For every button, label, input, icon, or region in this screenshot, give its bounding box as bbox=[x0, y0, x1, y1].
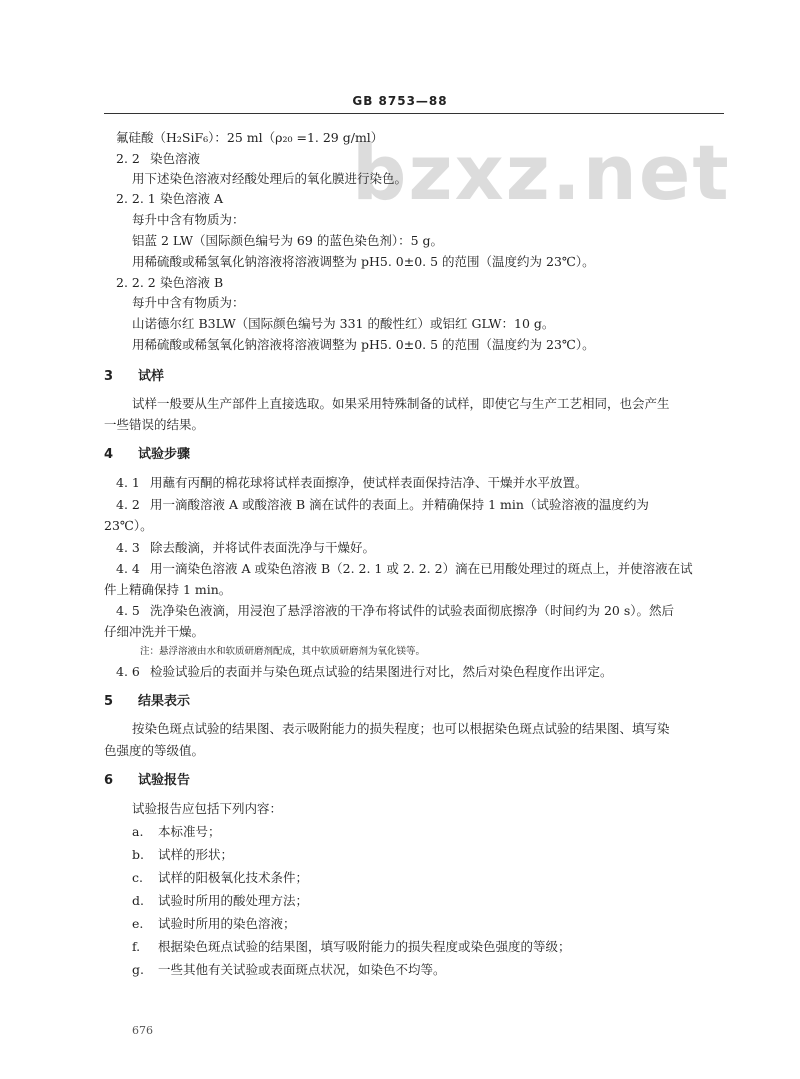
section-title: 试验报告 bbox=[138, 773, 191, 788]
section-number: 2. 2 bbox=[116, 151, 140, 166]
list-text: 本标准号； bbox=[158, 824, 221, 839]
section-number: 2. 2. 1 bbox=[116, 191, 156, 206]
step-text: 洗净染色液滴，用浸泡了悬浮溶液的干净布将试件的试验表面彻底擦净（时间约为 20 s）。然后 bbox=[150, 603, 675, 618]
list-text: 试验时所用的染色溶液； bbox=[158, 916, 296, 931]
page-number: 676 bbox=[132, 1024, 153, 1037]
list-text: 试验时所用的酸处理方法； bbox=[158, 893, 309, 908]
list-letter: c. bbox=[132, 870, 143, 885]
step-4-1 bbox=[116, 475, 588, 491]
watermark: bzxz.net bbox=[352, 128, 731, 217]
step-text: 检验试验后的表面并与染色斑点试验的结果图进行对比，然后对染色程度作出评定。 bbox=[150, 664, 613, 679]
list-letter: a. bbox=[132, 824, 144, 839]
paragraph: 试验报告应包括下列内容： bbox=[132, 801, 283, 816]
step-4-3 bbox=[116, 540, 375, 556]
reagent-line: 氟硅酸（H₂SiF₆）：25 ml（ρ₂₀ =1. 29 g/ml） bbox=[116, 130, 384, 145]
section-number: 6 bbox=[104, 773, 114, 788]
list-text: 试样的阳极氧化技术条件； bbox=[158, 870, 309, 885]
paragraph: 用稀硫酸或稀氢氧化钠溶液将溶液调整为 pH5. 0±0. 5 的范围（温度约为 23℃）。 bbox=[132, 337, 595, 352]
section-title: 染色溶液 B bbox=[160, 275, 224, 290]
step-number: 4. 3 bbox=[116, 540, 140, 555]
list-item bbox=[132, 824, 221, 840]
step-4-5-continued: 仔细冲洗并干燥。 bbox=[104, 624, 205, 639]
list-letter: f. bbox=[132, 939, 141, 954]
section-4-heading bbox=[104, 447, 190, 463]
paragraph: 按染色斑点试验的结果图、表示吸附能力的损失程度；也可以根据染色斑点试验的结果图、填写染 bbox=[132, 721, 670, 736]
list-item bbox=[132, 847, 233, 863]
paragraph: 试样一般要从生产部件上直接选取。如果采用特殊制备的试样，即使它与生产工艺相同，也会产生 bbox=[132, 396, 670, 411]
step-4-2-continued: 23℃）。 bbox=[104, 518, 153, 533]
step-number: 4. 5 bbox=[116, 603, 140, 618]
paragraph: 一些错误的结果。 bbox=[104, 417, 205, 432]
section-number: 5 bbox=[104, 694, 114, 709]
step-4-4 bbox=[116, 561, 693, 577]
list-text: 一些其他有关试验或表面斑点状况，如染色不均等。 bbox=[158, 962, 446, 977]
step-4-6 bbox=[116, 664, 613, 680]
step-number: 4. 1 bbox=[116, 475, 140, 490]
section-6-heading bbox=[104, 773, 190, 789]
section-2-2-heading bbox=[116, 151, 200, 167]
step-4-4-continued: 件上精确保持 1 min。 bbox=[104, 582, 232, 597]
paragraph: 色强度的等级值。 bbox=[104, 743, 205, 758]
list-item bbox=[132, 870, 308, 886]
step-text: 用蘸有丙酮的棉花球将试样表面擦净，使试样表面保持洁净、干燥并水平放置。 bbox=[150, 475, 588, 490]
step-number: 4. 6 bbox=[116, 664, 140, 679]
section-title: 试验步骤 bbox=[138, 447, 191, 462]
list-letter: d. bbox=[132, 893, 144, 908]
list-item bbox=[132, 962, 446, 978]
step-4-2 bbox=[116, 497, 649, 513]
section-title: 试样 bbox=[138, 369, 165, 384]
list-item bbox=[132, 916, 296, 932]
section-2-2-2-heading bbox=[116, 275, 223, 291]
section-number: 4 bbox=[104, 447, 114, 462]
section-title: 结果表示 bbox=[138, 694, 191, 709]
paragraph: 铝蓝 2 LW（国际颜色编号为 69 的蓝色染色剂）：5 g。 bbox=[132, 233, 443, 248]
step-text: 用一滴染色溶液 A 或染色溶液 B（2. 2. 1 或 2. 2. 2）滴在已用酸处理过的斑点上，并使溶液在试 bbox=[150, 561, 693, 576]
step-number: 4. 2 bbox=[116, 497, 140, 512]
list-letter: b. bbox=[132, 847, 144, 862]
list-letter: e. bbox=[132, 916, 144, 931]
section-5-heading bbox=[104, 694, 190, 710]
header-rule bbox=[104, 113, 724, 114]
paragraph: 每升中含有物质为： bbox=[132, 295, 245, 310]
section-number: 3 bbox=[104, 369, 114, 384]
list-letter: g. bbox=[132, 962, 144, 977]
list-text: 根据染色斑点试验的结果图，填写吸附能力的损失程度或染色强度的等级； bbox=[158, 939, 571, 954]
section-3-heading bbox=[104, 369, 164, 385]
note: 注：悬浮溶液由水和软质研磨剂配成，其中软质研磨剂为氧化镁等。 bbox=[140, 646, 426, 657]
paragraph: 用稀硫酸或稀氢氧化钠溶液将溶液调整为 pH5. 0±0. 5 的范围（温度约为 23℃）。 bbox=[132, 254, 595, 269]
list-item bbox=[132, 893, 308, 909]
standard-header: GB 8753—88 bbox=[352, 94, 448, 108]
section-number: 2. 2. 2 bbox=[116, 275, 156, 290]
paragraph: 山诺德尔红 B3LW（国际颜色编号为 331 的酸性红）或铝红 GLW：10 g。 bbox=[132, 316, 555, 331]
step-4-5 bbox=[116, 603, 674, 619]
section-title: 染色溶液 A bbox=[160, 191, 224, 206]
step-number: 4. 4 bbox=[116, 561, 140, 576]
paragraph: 每升中含有物质为： bbox=[132, 212, 245, 227]
section-2-2-1-heading bbox=[116, 191, 223, 207]
list-text: 试样的形状； bbox=[158, 847, 234, 862]
step-text: 除去酸滴，并将试件表面洗净与干燥好。 bbox=[150, 540, 376, 555]
step-text: 用一滴酸溶液 A 或酸溶液 B 滴在试件的表面上。并精确保持 1 min（试验溶液的温度约为 bbox=[150, 497, 649, 512]
list-item bbox=[132, 939, 571, 955]
section-title: 染色溶液 bbox=[150, 151, 201, 166]
paragraph: 用下述染色溶液对经酸处理后的氧化膜进行染色。 bbox=[132, 171, 408, 186]
